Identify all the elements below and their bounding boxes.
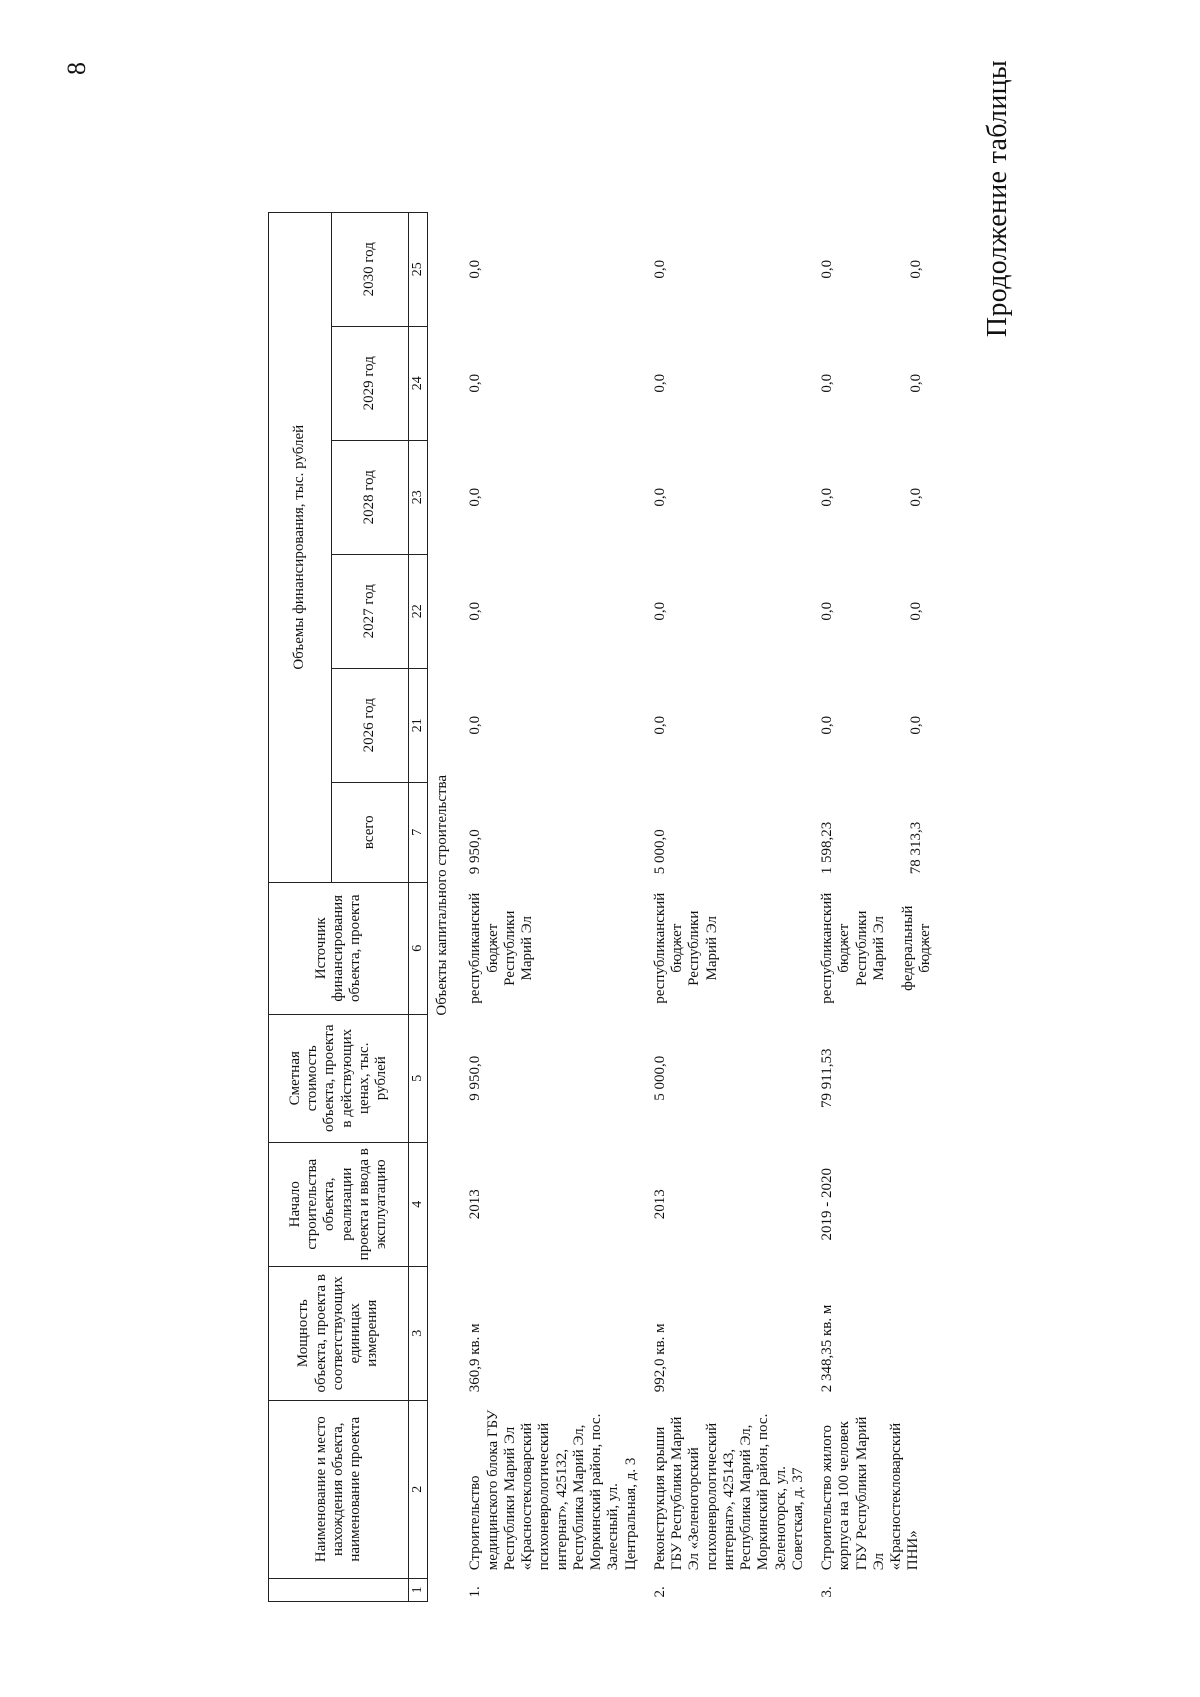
row-number: 3. <box>819 1586 835 1598</box>
table-row <box>813 212 953 1601</box>
table-row <box>461 212 646 1601</box>
amount-2029: 0,0 <box>467 373 484 393</box>
page-number: 8 <box>62 62 91 75</box>
funding-source: республиканский бюджет Республики Марий Эл <box>819 892 887 1004</box>
header-blank <box>269 1578 409 1601</box>
header-2027: 2027 год <box>332 554 409 668</box>
start-year: 2019 - 2020 <box>819 1168 835 1241</box>
amount-2028: 0,0 <box>467 487 484 507</box>
column-number: 25 <box>409 212 428 326</box>
amount-2029: 0,0 <box>819 373 835 393</box>
amount-2030-cell <box>813 212 953 326</box>
amount-2029: 0,0 <box>908 373 925 393</box>
estimated-cost: 79 911,53 <box>819 1048 835 1108</box>
column-number: 3 <box>409 1266 428 1400</box>
amount-2028: 0,0 <box>651 487 668 507</box>
column-number: 23 <box>409 440 428 554</box>
capacity: 992,0 кв. м <box>651 1323 668 1393</box>
header-2030: 2030 год <box>332 212 409 326</box>
amount-2029: 0,0 <box>651 373 668 393</box>
amount-2026: 0,0 <box>651 715 668 735</box>
column-number: 7 <box>409 782 428 882</box>
column-number: 5 <box>409 1014 428 1142</box>
amount-2030: 0,0 <box>819 259 835 279</box>
column-number: 2 <box>409 1400 428 1578</box>
amount-2028: 0,0 <box>819 487 835 507</box>
amount-2026: 0,0 <box>908 715 925 735</box>
funding-source-cell <box>813 882 953 1014</box>
amount-2027: 0,0 <box>819 601 835 621</box>
column-number: 6 <box>409 882 428 1014</box>
header-start: Начало строительства объекта, реализации проекта и ввода в эксплуатацию <box>269 1142 409 1266</box>
column-number: 24 <box>409 326 428 440</box>
column-number: 1 <box>409 1578 428 1601</box>
object-name: Реконструкция крыши ГБУ Республики Марий Эл «Зеленогорский психоневрологический интернат», 425143, Республика Марий Эл, Моркинский район, пос. Зеленогорск, ул. Советская, д. 37 <box>651 1413 806 1571</box>
amount-2027-cell <box>813 554 953 668</box>
amount-2030: 0,0 <box>908 259 925 279</box>
amount-2026-cell <box>813 668 953 782</box>
object-name: Строительство медицинского блока ГБУ Республики Марий Эл «Красностекловарский психоневрологический интернат», 425132, Республика Марий Эл, Моркинский район, пос. Залесный, ул. Центральная, д. 3 <box>467 1409 639 1571</box>
capacity: 2 348,35 кв. м <box>819 1304 835 1393</box>
continuation-caption: Продолжение таблицы <box>982 60 1013 338</box>
column-number: 21 <box>409 668 428 782</box>
start-year: 2013 <box>467 1189 484 1220</box>
amount-2029-cell <box>813 326 953 440</box>
amount-2028: 0,0 <box>908 487 925 507</box>
header-capacity: Мощность объекта, проекта в соответствующих единицах измерения <box>269 1266 409 1400</box>
estimated-cost: 5 000,0 <box>651 1055 668 1101</box>
total-amount: 1 598,23 <box>819 821 835 875</box>
header-name: Наименование и место нахождения объекта, наименование проекта <box>269 1400 409 1578</box>
amount-2030: 0,0 <box>467 259 484 279</box>
amount-2030: 0,0 <box>651 259 668 279</box>
amount-2027: 0,0 <box>467 601 484 621</box>
estimated-cost: 9 950,0 <box>467 1055 484 1101</box>
header-2029: 2029 год <box>332 326 409 440</box>
header-2028: 2028 год <box>332 440 409 554</box>
total-amount: 5 000,0 <box>651 829 668 875</box>
amount-2026: 0,0 <box>467 715 484 735</box>
total-amount: 78 313,3 <box>908 821 925 875</box>
header-source: Источник финансирования объекта, проекта <box>269 882 409 1014</box>
amount-2028-cell <box>813 440 953 554</box>
start-year: 2013 <box>651 1189 668 1220</box>
funding-source: республиканский бюджет Республики Марий Эл <box>651 892 720 1004</box>
column-number: 22 <box>409 554 428 668</box>
total-amount: 9 950,0 <box>467 829 484 875</box>
total-amount-cell <box>813 782 953 882</box>
table-row <box>646 212 813 1601</box>
funding-source: республиканский бюджет Республики Марий Эл <box>467 892 535 1004</box>
funding-source: федеральный бюджет <box>900 905 934 991</box>
header-2026: 2026 год <box>332 668 409 782</box>
row-number: 1. <box>467 1586 484 1598</box>
column-numbers-row <box>409 212 428 1601</box>
capacity: 360,9 кв. м <box>467 1323 484 1393</box>
row-number: 2. <box>651 1586 668 1598</box>
amount-2027: 0,0 <box>651 601 668 621</box>
amount-2027: 0,0 <box>908 601 925 621</box>
financing-table <box>268 212 953 1602</box>
object-name: Строительство жилого корпуса на 100 человек ГБУ Республики Марий Эл «Красностекловарский ПНИ» <box>819 1416 922 1571</box>
column-number: 4 <box>409 1142 428 1266</box>
header-total: всего <box>332 782 409 882</box>
header-cost: Сметная стоимость объекта, проекта в действующих ценах, тыс. рублей <box>269 1014 409 1142</box>
section-title: Объекты капитального строительства <box>434 774 450 1016</box>
header-volumes: Объемы финансирования, тыс. рублей <box>269 212 332 882</box>
amount-2026: 0,0 <box>819 715 835 735</box>
